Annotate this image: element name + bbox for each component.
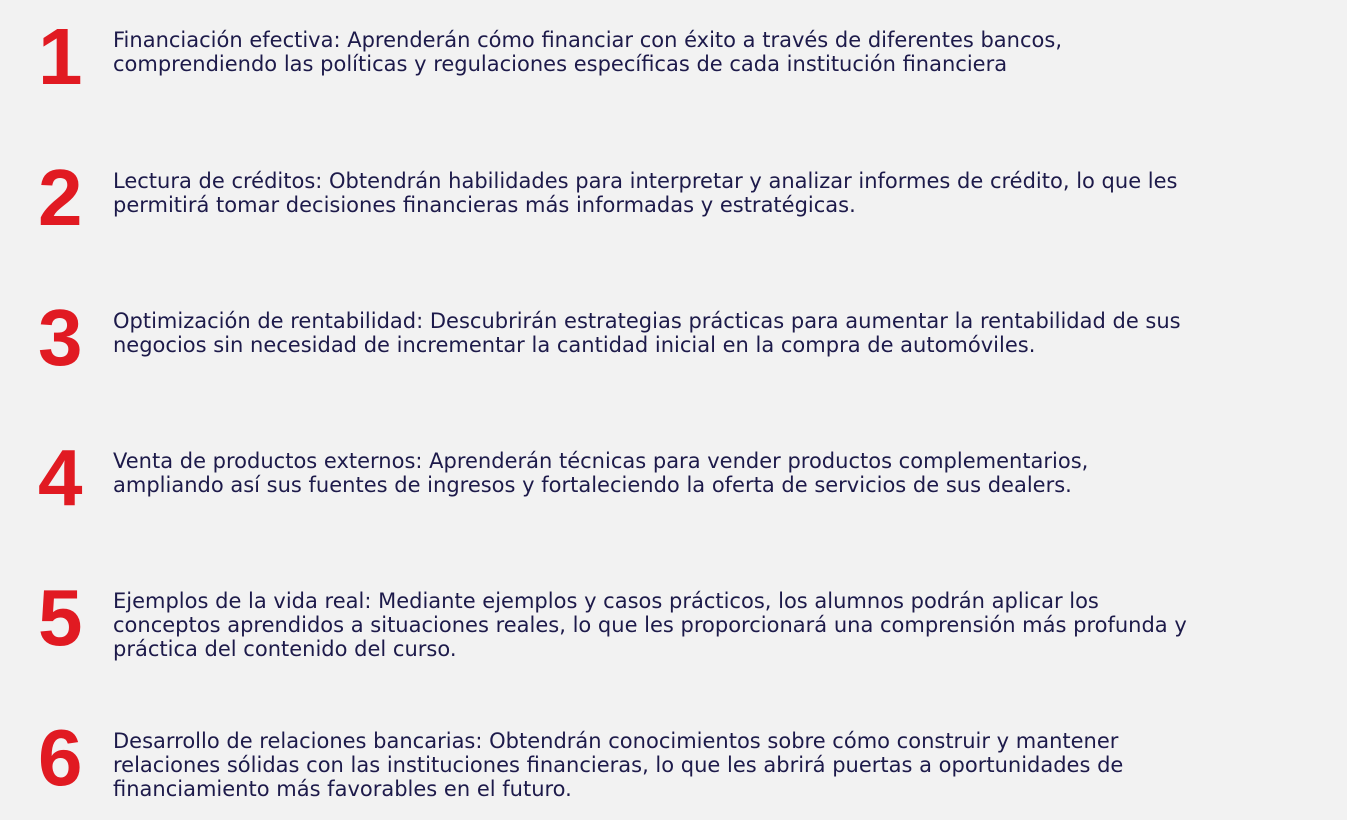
item-text: Financiación efectiva: Aprenderán cómo financiar con éxito a través de diferentes bancos, comprendiendo las políticas y regulaciones específicas de cada institución financiera: [113, 28, 1062, 76]
item-text: Venta de productos externos: Aprenderán técnicas para vender productos complementarios, ampliando así sus fuentes de ingresos y fortaleciendo la oferta de servicios de sus dealers.: [113, 449, 1089, 497]
item-number: 4: [38, 433, 83, 522]
item-text: Optimización de rentabilidad: Descubrirán estrategias prácticas para aumentar la rentabilidad de sus negocios sin necesidad de incrementar la cantidad inicial en la compra de automóviles.: [113, 309, 1181, 357]
item-text: Desarrollo de relaciones bancarias: Obtendrán conocimientos sobre cómo construir y mantener relaciones sólidas con las instituciones financieras, lo que les abrirá puertas a oportunidades de financiamiento más favorables en el futuro.: [113, 729, 1124, 801]
item-number: 2: [38, 153, 83, 242]
item-text: Ejemplos de la vida real: Mediante ejemplos y casos prácticos, los alumnos podrán aplicar los conceptos aprendidos a situaciones reales, lo que les proporcionará una comprensión más profunda y práctica del contenido del curso.: [113, 589, 1187, 661]
item-number: 6: [38, 713, 83, 802]
item-text: Lectura de créditos: Obtendrán habilidades para interpretar y analizar informes de crédito, lo que les permitirá tomar decisiones financieras más informadas y estratégicas.: [113, 169, 1178, 217]
item-number: 5: [38, 573, 83, 662]
item-number: 3: [38, 293, 83, 382]
item-number: 1: [38, 12, 83, 101]
